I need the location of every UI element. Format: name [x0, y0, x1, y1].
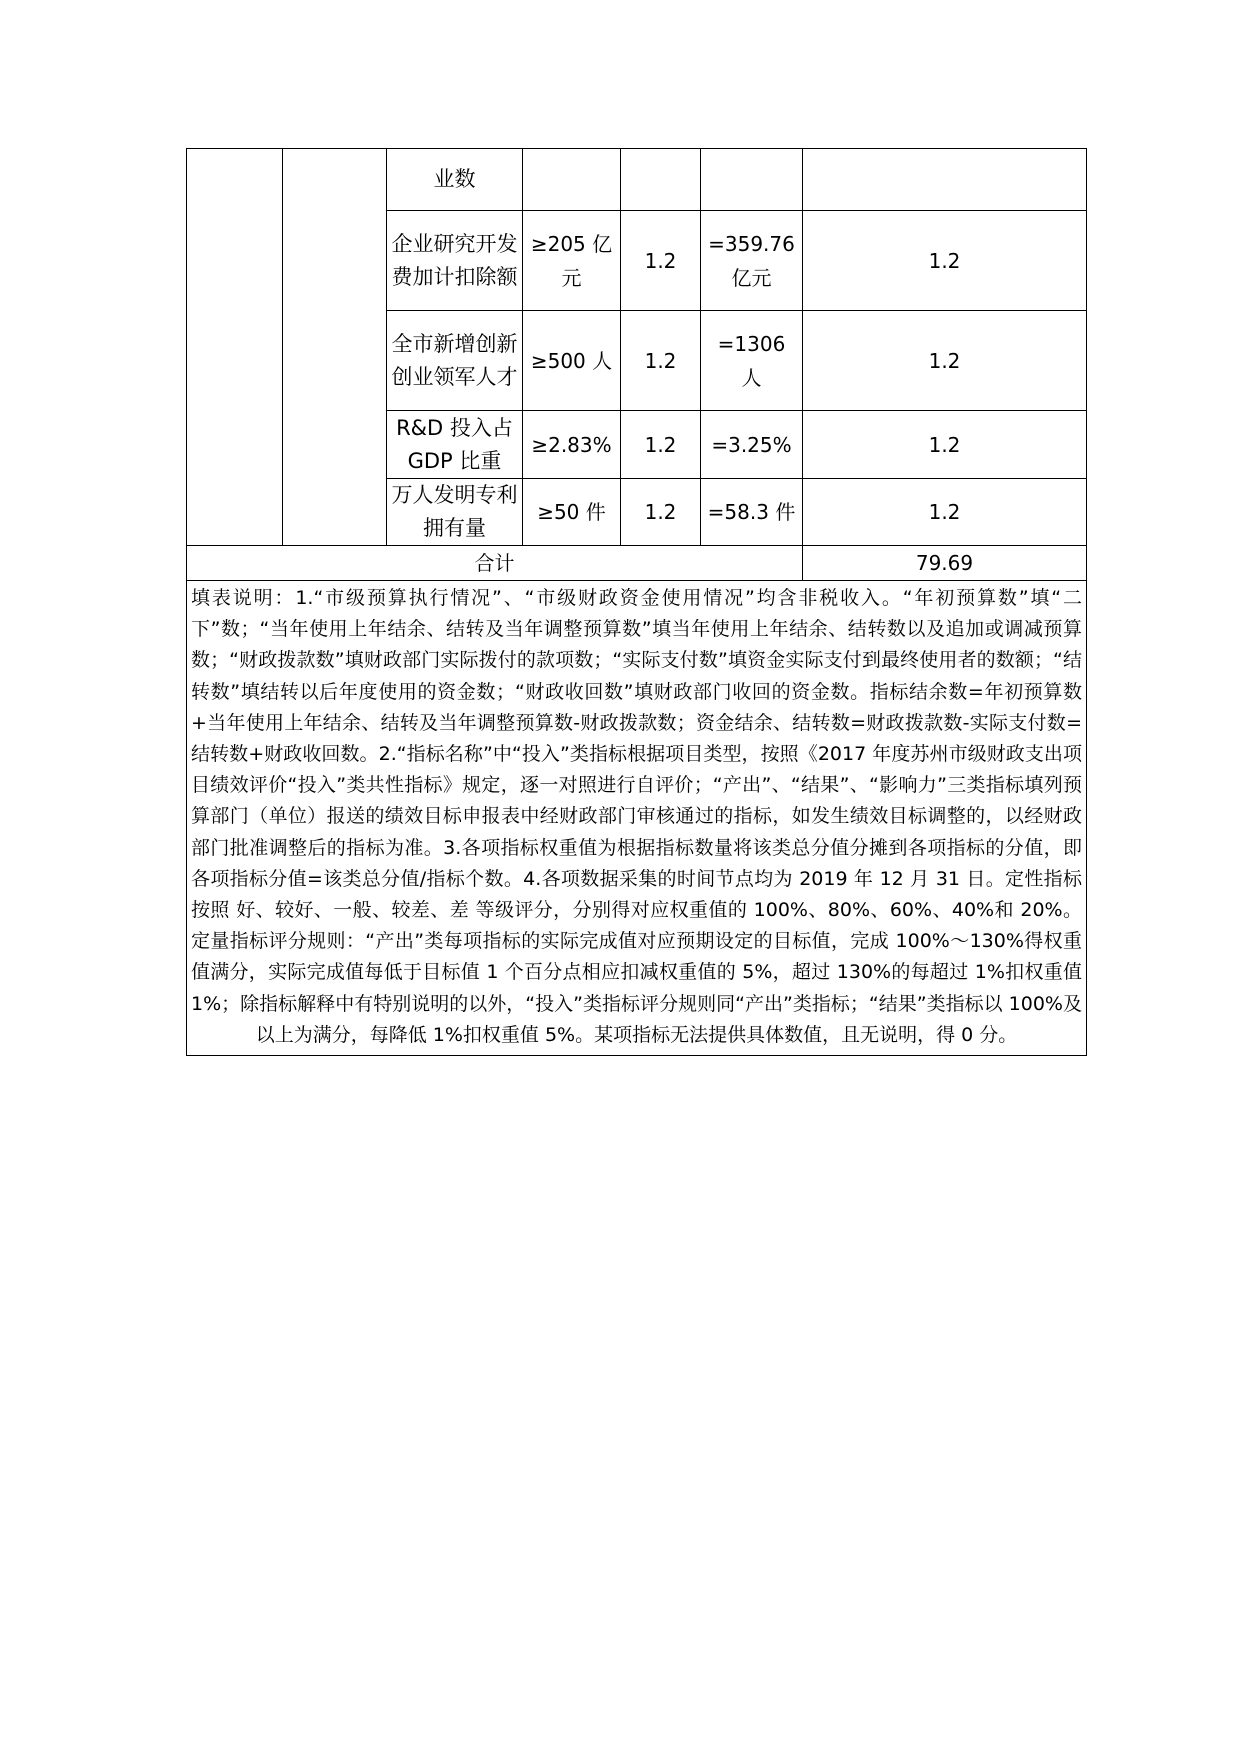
target-cell: ≥500 人	[523, 311, 621, 411]
total-label: 合计	[187, 546, 803, 581]
table-row	[187, 149, 1087, 211]
category-cell	[187, 149, 283, 546]
total-row	[187, 546, 1087, 581]
target-cell: ≥205 亿元	[523, 211, 621, 311]
score-cell: 1.2	[803, 479, 1087, 546]
filling-notes: 填表说明：1.“市级预算执行情况”、“市级财政资金使用情况”均含非税收入。“年初预算数”填“二下”数；“当年使用上年结余、结转及当年调整预算数”填当年使用上年结余、结转数以及追加或调减预算数；“财政拨款数”填财政部门实际拨付的款项数；“实际支付数”填资金实际支付到最终使用者的数额；“结转数”填结转以后年度使用的资金数；“财政收回数”填财政部门收回的资金数。指标结余数=年初预算数+当年使用上年结余、结转及当年调整预算数-财政拨款数；资金结余、结转数=财政拨款数-实际支付数=结转数+财政收回数。2.“指标名称”中“投入”类指标根据项目类型，按照《2017 年度苏州市级财政支出项目绩效评价“投入”类共性指标》规定，逐一对照进行自评价；“产出”、“结果”、“影响力”三类指标填列预算部门（单位）报送的绩效目标申报表中经财政部门审核通过的指标，如发生绩效目标调整的，以经财政部门批准调整后的指标为准。3.各项指标权重值为根据指标数量将该类总分值分摊到各项指标的分值，即各项指标分值=该类总分值/指标个数。4.各项数据采集的时间节点均为 2019 年 12 月 31 日。定性指标按照 好、较好、一般、较差、差 等级评分，分别得对应权重值的 100%、80%、60%、40%和 20%。定量指标评分规则：“产出”类每项指标的实际完成值对应预期设定的目标值，完成 100%～130%得权重值满分，实际完成值每低于目标值 1 个百分点相应扣减权重值的 5%，超过 130%的每超过 1%扣权重值 1%；除指标解释中有特别说明的以外，“投入”类指标评分规则同“产出”类指标；“结果”类指标以 100%及以上为满分，每降低 1%扣权重值 5%。某项指标无法提供具体数值，且无说明，得 0 分。	[187, 581, 1087, 1056]
weight-cell: 1.2	[621, 411, 701, 479]
indicator-name-cell: 全市新增创新创业领军人才	[387, 311, 523, 411]
indicator-name-cell: 业数	[387, 149, 523, 211]
indicator-name-cell: 万人发明专利拥有量	[387, 479, 523, 546]
subcategory-cell	[283, 149, 387, 546]
indicator-name-cell: R&D 投入占 GDP 比重	[387, 411, 523, 479]
score-cell	[803, 149, 1087, 211]
actual-cell: =3.25%	[701, 411, 803, 479]
target-cell	[523, 149, 621, 211]
weight-cell: 1.2	[621, 211, 701, 311]
weight-cell: 1.2	[621, 311, 701, 411]
actual-cell: =58.3 件	[701, 479, 803, 546]
target-cell: ≥50 件	[523, 479, 621, 546]
score-cell: 1.2	[803, 211, 1087, 311]
score-cell: 1.2	[803, 311, 1087, 411]
total-value: 79.69	[803, 546, 1087, 581]
performance-table	[186, 148, 1087, 1056]
actual-cell: =1306 人	[701, 311, 803, 411]
actual-cell	[701, 149, 803, 211]
target-cell: ≥2.83%	[523, 411, 621, 479]
indicator-name-cell: 企业研究开发费加计扣除额	[387, 211, 523, 311]
notes-row	[187, 581, 1087, 1056]
weight-cell	[621, 149, 701, 211]
score-cell: 1.2	[803, 411, 1087, 479]
actual-cell: =359.76 亿元	[701, 211, 803, 311]
weight-cell: 1.2	[621, 479, 701, 546]
